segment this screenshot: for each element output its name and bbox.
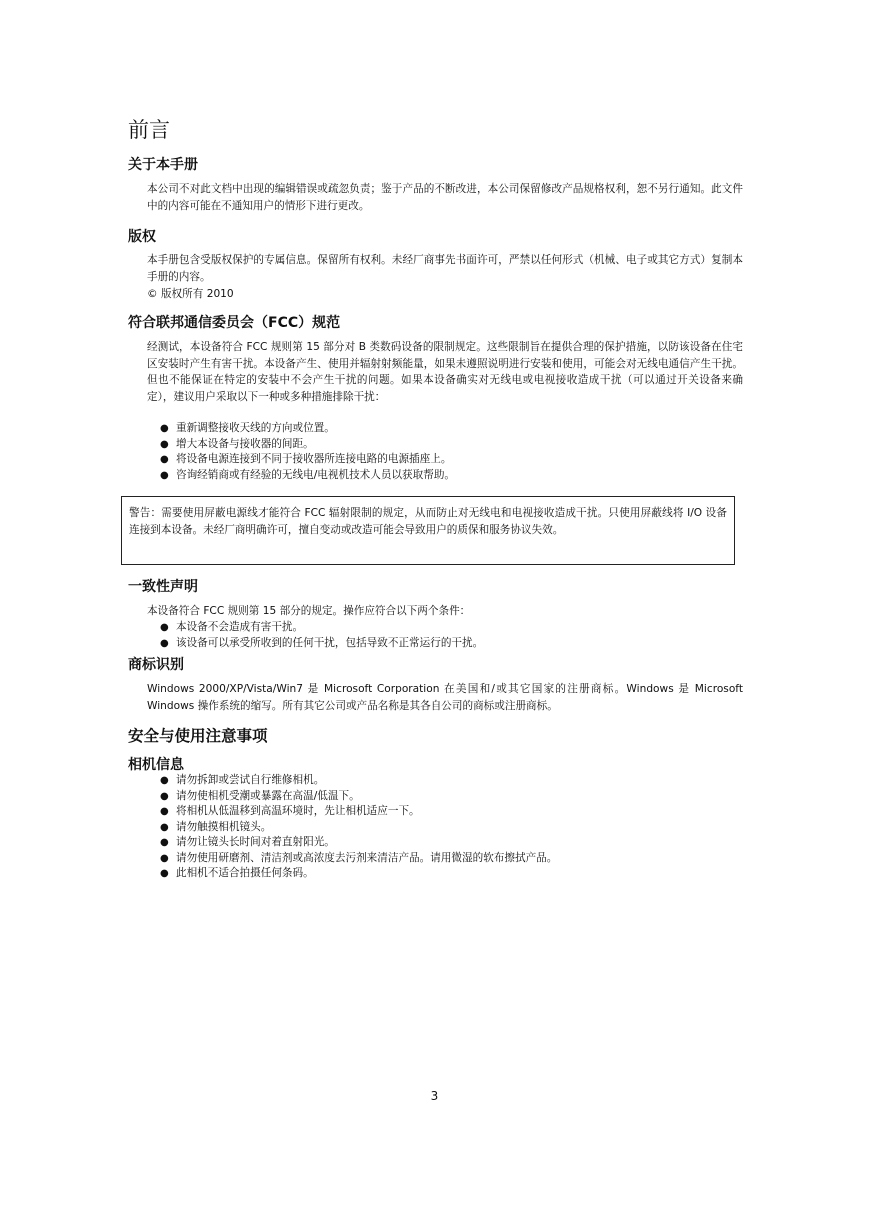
list-item: ● 本设备不会造成有害干扰。 [160, 620, 740, 636]
copyright-text: 本手册包含受版权保护的专属信息。保留所有权利。未经厂商事先书面许可，严禁以任何形式（机械、电子或其它方式）复制本手册的内容。 [147, 254, 743, 283]
bullet-icon: ● [160, 622, 169, 633]
list-item: ● 请勿拆卸或尝试自行维修相机。 [160, 773, 740, 789]
warning-text: 警告：需要使用屏蔽电源线才能符合 FCC 辐射限制的规定，从而防止对无线电和电视接收造成干扰。只使用屏蔽线将 I/O 设备连接到本设备。未经厂商明确许可，擅自变动或改造可能会导致用户的质保和服务协议失效。 [129, 507, 727, 536]
about-text: 本公司不对此文档中出现的编辑错误或疏忽负责；鉴于产品的不断改进，本公司保留修改产品规格权利，恕不另行通知。此文件中的内容可能在不通知用户的情形下进行更改。 [147, 183, 743, 212]
camera-bullet-list [160, 773, 740, 882]
copyright-line: © 版权所有 2010 [147, 288, 234, 300]
bullet-icon: ● [160, 637, 169, 649]
conformity-text: 本设备符合 FCC 规则第 15 部分的规定。操作应符合以下两个条件： [147, 605, 471, 617]
warning-box [121, 496, 735, 565]
about-heading: 关于本手册 [128, 157, 198, 173]
bullet-icon: ● [160, 790, 169, 802]
list-item: ● 请勿使相机受潮或暴露在高温/低温下。 [160, 789, 740, 805]
list-item: ● 将相机从低温移到高温环境时，先让相机适应一下。 [160, 804, 740, 820]
bullet-icon: ● [160, 454, 169, 465]
conformity-heading: 一致性声明 [128, 579, 198, 595]
page-number: 3 [430, 1089, 439, 1103]
bullet-icon: ● [160, 775, 169, 786]
bullet-icon: ● [160, 806, 169, 817]
list-item: ● 该设备可以承受所收到的任何干扰，包括导致不正常运行的干扰。 [160, 636, 740, 652]
fcc-text: 经测试，本设备符合 FCC 规则第 15 部分对 B 类数码设备的限制规定。这些限制旨在提供合理的保护措施，以防该设备在住宅区安装时产生有害干扰。本设备产生、使用并辐射射频能量，如果未遵照说明进行安装和使用，可能会对无线电通信产生干扰。但也不能保证在特定的安装中不会产生干扰的问题。如果本设备确实对无线电或电视接收造成干扰（可以通过开关设备来确定），建议用户采取以下一种或多种措施排除干扰： [147, 341, 743, 403]
fcc-heading: 符合联邦通信委员会（FCC）规范 [128, 315, 341, 331]
camera-heading: 相机信息 [128, 757, 184, 773]
copyright-heading: 版权 [128, 229, 156, 245]
list-item: ● 咨询经销商或有经验的无线电/电视机技术人员以获取帮助。 [160, 468, 740, 484]
list-item: ● 重新调整接收天线的方向或位置。 [160, 421, 740, 437]
list-item: ● 请勿触摸相机镜头。 [160, 820, 740, 836]
bullet-icon: ● [160, 438, 169, 450]
trademark-heading: 商标识别 [128, 657, 184, 673]
page-title: 前言 [128, 118, 170, 142]
safety-heading: 安全与使用注意事项 [128, 727, 268, 745]
bullet-icon: ● [160, 837, 169, 848]
list-item: ● 将设备电源连接到不同于接收器所连接电路的电源插座上。 [160, 452, 740, 468]
bullet-icon: ● [160, 469, 169, 481]
bullet-icon: ● [160, 423, 169, 434]
trademark-text: Windows 2000/XP/Vista/Win7 是 Microsoft Corporation 在美国和/或其它国家的注册商标。Windows 是 Microsoft Windows 操作系统的缩写。所有其它公司或产品名称是其各自公司的商标或注册商标。 [147, 683, 743, 712]
list-item: ● 请勿让镜头长时间对着直射阳光。 [160, 835, 740, 851]
bullet-icon: ● [160, 852, 169, 864]
list-item: ● 请勿使用研磨剂、清洁剂或高浓度去污剂来清洁产品。请用微湿的软布擦拭产品。 [160, 851, 740, 867]
fcc-bullet-list [160, 421, 740, 483]
bullet-icon: ● [160, 868, 169, 879]
conformity-bullet-list [160, 620, 740, 651]
list-item: ● 此相机不适合拍摄任何条码。 [160, 866, 740, 882]
list-item: ● 增大本设备与接收器的间距。 [160, 437, 740, 453]
bullet-icon: ● [160, 821, 169, 833]
